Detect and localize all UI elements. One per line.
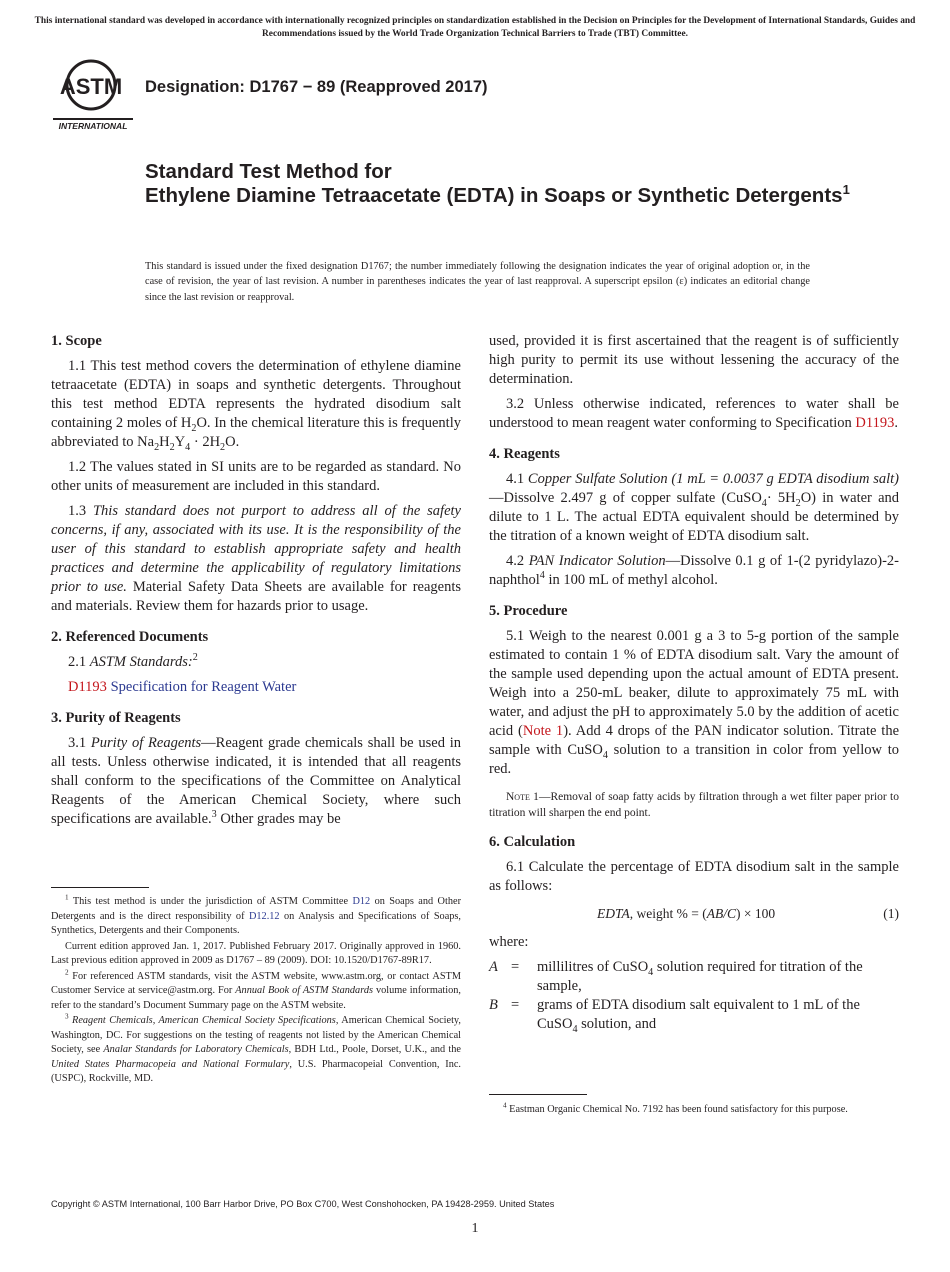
title-line-1: Standard Test Method for: [145, 160, 392, 183]
link-d1193-inline[interactable]: D1193: [855, 415, 895, 431]
definition-b: B = grams of EDTA disodium salt equivalent to 1 mL of the CuSO$_4$ solution, and: [489, 997, 860, 1035]
footnotes-right: [489, 1103, 899, 1119]
footnote-1: $^1$ This test method is under the jurisdiction of ASTM Committee D12 on Soaps and Other Detergents and is the direct responsibility of D12.12 on Analysis and Specifications of Soaps, Synthetics, Detergents and their Components.: [51, 893, 462, 936]
equation-body: EDTA, weight % = (AB/C) × 100: [597, 906, 776, 921]
preamble: This standard is issued under the fixed designation D1767; the number immediately following the designation indicates the year of original adoption or, in the case of revision, the year of last revision. A number in parentheses indicates the year of last reapproval. A superscript epsilon (ε) indicates an editorial change since the last revision or reapproval.: [145, 261, 810, 303]
section-heading-calculation: 6. Calculation: [489, 834, 576, 850]
footnote-1-edition: Current edition approved Jan. 1, 2017. Published February 2017. Originally approved in 1960. Last previous edition approved in 2009 as D1767 – 89 (2009). DOI: 10.1520/D1767-89R17.: [51, 940, 461, 966]
section-heading-scope: 1. Scope: [51, 333, 102, 349]
footnote-rule-right: [489, 1094, 587, 1095]
title-line-2: Ethylene Diamine Tetraacetate (EDTA) in Soaps or Synthetic Detergents$^1$: [145, 182, 850, 207]
footnotes-left: [51, 895, 461, 1088]
note-1: Note 1—Removal of soap fatty acids by filtration through a wet filter paper prior to titration will sharpen the end point.: [489, 791, 899, 819]
section-heading-referenced-documents: 2. Referenced Documents: [51, 629, 209, 645]
copyright-line: Copyright © ASTM International, 100 Barr Harbor Drive, PO Box C700, West Conshohocken, PA 19428-2959. United States: [51, 1199, 555, 1209]
logo-subtext: INTERNATIONAL: [58, 121, 128, 131]
link-d12[interactable]: D12: [352, 896, 371, 907]
link-d12-12[interactable]: D12.12: [248, 910, 280, 922]
section-heading-reagents: 4. Reagents: [489, 446, 560, 462]
definition-a: A = millilitres of CuSO$_4$ solution required for titration of the sample,: [489, 959, 863, 994]
paragraph-2-1: 2.1 ASTM Standards:$^2$: [68, 652, 198, 670]
title-footnote-mark[interactable]: 1: [842, 182, 850, 198]
paragraph-4-1: 4.1 Copper Sulfate Solution (1 mL = 0.0037 g EDTA disodium salt)—Dissolve 2.497 g of copper sulfate (CuSO$_4$· $5H_2O$) in water and dilute to 1 L. The actual EDTA equivalent should be determined by the titration of a known weight of EDTA disodium salt.: [489, 471, 900, 544]
paragraph-6-1: 6.1 Calculate the percentage of EDTA disodium salt in the sample as follows:: [489, 859, 899, 894]
footnote-2: $^2$ For referenced ASTM standards, visit the ASTM website, www.astm.org, or contact ASTM Customer Service at service@astm.org. For Annual Book of ASTM Standards volume information, refer to the standard’s Document Summary page on the ASTM website.: [51, 968, 461, 1011]
footnote-3: $^3$ Reagent Chemicals, American Chemical Society Specifications, American Chemical Society, Washington, DC. For suggestions on the testing of reagents not listed by the American Chemical Society, see Analar Standards for Laboratory Chemicals, BDH Ltd., Poole, Dorset, U.K., and the United States Pharmacopeia and National Formulary, U.S. Pharmacopeial Convention, Inc. (USPC), Rockville, MD.: [51, 1012, 461, 1084]
designation: Designation: D1767 − 89 (Reapproved 2017): [145, 78, 488, 96]
footnote-rule-left: [51, 887, 149, 888]
section-heading-procedure: 5. Procedure: [489, 603, 568, 619]
paragraph-3-1-continued: used, provided it is first ascertained that the reagent is of sufficiently high purity to permit its use without lessening the accuracy of the determination.: [489, 333, 899, 387]
section-heading-purity: 3. Purity of Reagents: [51, 710, 181, 726]
link-d1193[interactable]: D1193: [68, 679, 107, 695]
equation-1: [489, 904, 899, 923]
paragraph-1-2: 1.2 The values stated in SI units are to be regarded as standard. No other units of measurement are included in this standard.: [51, 459, 461, 494]
variable-definitions: [489, 958, 899, 1034]
link-note-1[interactable]: Note 1: [522, 723, 564, 739]
paragraph-1-1: 1.1 This test method covers the determination of ethylene diamine tetraacetate (EDTA) in soaps and synthetic detergents. Throughout this test method EDTA represents the hydrated disodium salt containing 2 moles of $H_2O$. In the chemical literature this is frequently abbreviated to $Na_2H_2Y_4 \cdot 2H_2O$.: [51, 358, 461, 453]
footnote-4: $^4$ Eastman Organic Chemical No. 7192 has been found satisfactory for this purpose.: [503, 1101, 848, 1115]
header-notice: This international standard was developed in accordance with internationally recognized principles on standardization established in the Decision on Principles for the Development of International Standards, Guides and Recommendations issued by the World Trade Organization Technical Barriers to Trade (TBT) Committee.: [34, 16, 916, 39]
paragraph-4-2: 4.2 PAN Indicator Solution—Dissolve 0.1 g of 1-(2 pyridylazo)-2-naphthol$^4$ in 100 mL of methyl alcohol.: [489, 553, 900, 588]
paragraph-1-3: 1.3 This standard does not purport to address all of the safety concerns, if any, associated with its use. It is the responsibility of the user of this standard to establish appropriate safety and health practices and determine the applicability of regulatory limitations prior to use. Material Safety Data Sheets are available for reagents and materials. Review them for hazards prior to usage.: [51, 503, 462, 614]
paragraph-3-1: 3.1 Purity of Reagents—Reagent grade chemicals shall be used in all tests. Unless otherwise indicated, it is intended that all reagents shall conform to the specifications of the Committee on Analytical Reagents of the American Chemical Society, where such specifications are available.$^3$ Other grades may be: [51, 735, 462, 827]
referenced-document-d1193: [51, 678, 461, 697]
paragraph-5-1: 5.1 Weigh to the nearest 0.001 g a 3 to 5-g portion of the sample estimated to contain 1 % of EDTA disodium salt. Vary the amount of the sample used depending upon the actual amount of EDTA present. Weigh into a 250-mL beaker, dilute to approximately 75 mL with water, and adjust the pH to approximately 5.0 by the addition of acetic acid (Note 1). Add 4 drops of the PAN indicator solution. Titrate the sample with CuSO$_4$ solution to a transition in color from yellow to red.: [489, 628, 900, 777]
paragraph-3-2: 3.2 Unless otherwise indicated, references to water shall be understood to mean reagent water conforming to Specification D1193.: [489, 396, 899, 431]
page-number: 1: [471, 1221, 479, 1236]
link-reagent-water-spec[interactable]: Specification for Reagent Water: [106, 679, 297, 695]
left-column: [51, 332, 461, 835]
document-title: [145, 160, 905, 208]
equation-number: (1): [883, 906, 899, 921]
logo-text: ASTM: [59, 74, 123, 99]
right-column: [489, 332, 899, 1034]
where-label: where:: [489, 934, 529, 950]
note-1-label: Note 1: [506, 791, 539, 803]
astm-logo: [53, 58, 135, 132]
